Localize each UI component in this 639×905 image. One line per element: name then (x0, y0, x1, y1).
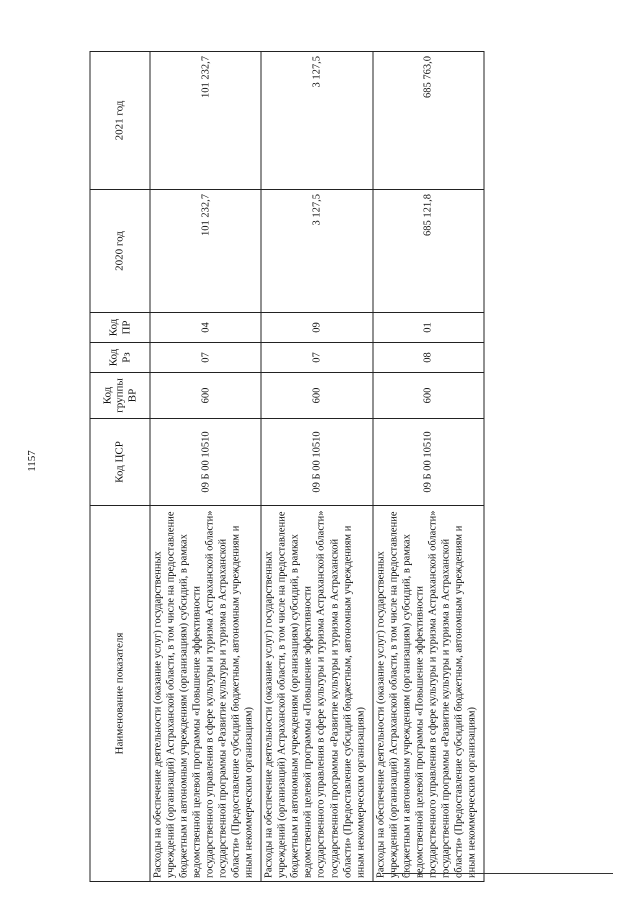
header-2020: 2020 год (90, 190, 150, 313)
row-rz: 07 (261, 343, 372, 373)
budget-table-container (90, 52, 485, 882)
row-2021: 101 232,7 (150, 52, 261, 190)
row-pr: 09 (261, 313, 372, 343)
row-csr: 09 Б 00 10510 (373, 419, 484, 506)
header-rz: Код Рз (90, 343, 150, 373)
table-header-row (90, 52, 150, 882)
row-vr: 600 (373, 373, 484, 419)
table-row (150, 52, 261, 882)
header-name: Наименование показателя (90, 506, 150, 882)
budget-table (90, 51, 485, 882)
row-2020: 3 127,5 (261, 190, 372, 313)
header-csr: Код ЦСР (90, 419, 150, 506)
row-rz: 07 (150, 343, 261, 373)
row-name: Расходы на обеспечение деятельности (оказание услуг) государственных учреждений (организаций) Астраханской области, в том числе на предоставление бюджетным и автономным учреждениям (организациям) субсидий, в рамках ведомственной целевой программы «Повышение эффективности государственного управления в сфере культуры и туризма Астраханской области» государственной программы «Развитие культуры и туризма в Астраханской области» (Предоставление субсидий бюджетным, автономным учреждениям и иным некоммерческим организациям) (150, 506, 261, 882)
row-2021: 685 763,0 (373, 52, 484, 190)
row-vr: 600 (261, 373, 372, 419)
table-row (261, 52, 372, 882)
row-2020: 685 121,8 (373, 190, 484, 313)
row-pr: 01 (373, 313, 484, 343)
row-csr: 09 Б 00 10510 (150, 419, 261, 506)
row-pr: 04 (150, 313, 261, 343)
row-name: Расходы на обеспечение деятельности (оказание услуг) государственных учреждений (организаций) Астраханской области, в том числе на предоставление бюджетным и автономным учреждениям (организациям) субсидий, в рамках ведомственной целевой программы «Повышение эффективности государственного управления в сфере культуры и туризма Астраханской области» государственной программы «Развитие культуры и туризма в Астраханской области» (Предоставление субсидий бюджетным, автономным учреждениям и иным некоммерческим организациям) (261, 506, 372, 882)
header-pr: Код ПР (90, 313, 150, 343)
bottom-divider (382, 873, 613, 874)
row-vr: 600 (150, 373, 261, 419)
row-rz: 08 (373, 343, 484, 373)
header-2021: 2021 год (90, 52, 150, 190)
table-row (373, 52, 484, 882)
row-name: Расходы на обеспечение деятельности (оказание услуг) государственных учреждений (организаций) Астраханской области, в том числе на предоставление бюджетным и автономным учреждениям (организациям) субсидий, в рамках ведомственной целевой программы «Повышение эффективности государственного управления в сфере культуры и туризма Астраханской области» государственной программы «Развитие культуры и туризма в Астраханской области» (Предоставление субсидий бюджетным, автономным учреждениям и иным некоммерческим организациям) (373, 506, 484, 882)
header-vr: Код группы ВР (90, 373, 150, 419)
row-2020: 101 232,7 (150, 190, 261, 313)
row-2021: 3 127,5 (261, 52, 372, 190)
row-csr: 09 Б 00 10510 (261, 419, 372, 506)
page-number: 1157 (26, 450, 38, 472)
